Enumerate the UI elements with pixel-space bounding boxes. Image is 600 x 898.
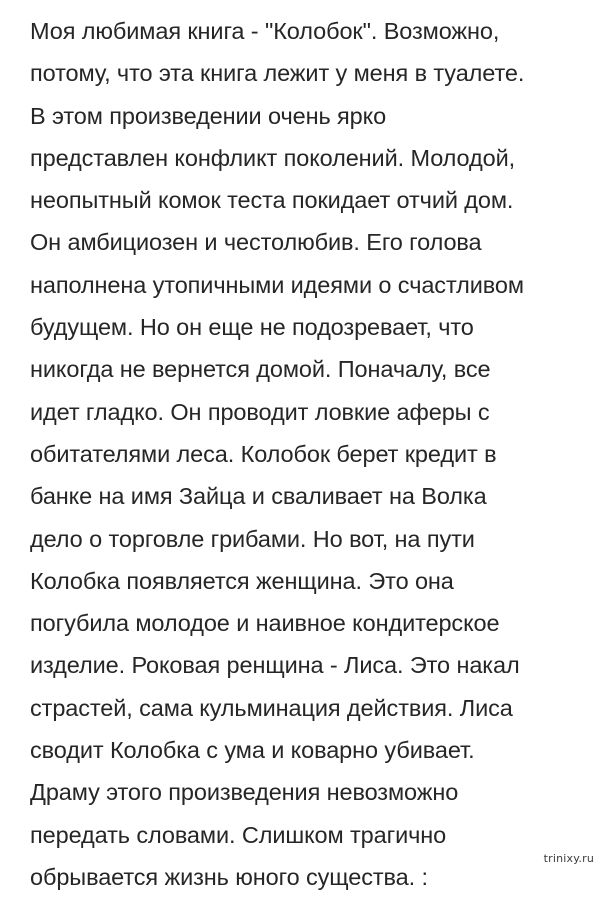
text-line: сводит Колобка с ума и коварно убивает. bbox=[30, 737, 475, 764]
text-line: никогда не вернется домой. Поначалу, все bbox=[30, 356, 491, 383]
text-line: Колобка появляется женщина. Это она bbox=[30, 567, 454, 594]
text-line: банке на имя Зайца и сваливает на Волка bbox=[30, 483, 487, 510]
text-line: Он амбициозен и честолюбив. Его голова bbox=[30, 229, 482, 256]
text-line: потому, что эта книга лежит у меня в туалете. bbox=[30, 60, 525, 87]
text-line: страстей, сама кульминация действия. Лиса bbox=[30, 694, 513, 721]
text-line: наполнена утопичными идеями о счастливом bbox=[30, 271, 524, 298]
text-line: идет гладко. Он проводит ловкие аферы с bbox=[30, 398, 490, 425]
text-line: Моя любимая книга - "Колобок". Возможно, bbox=[30, 18, 500, 44]
text-line: будущем. Но он еще не подозревает, что bbox=[30, 314, 474, 341]
post-text bbox=[30, 10, 590, 898]
site-watermark: trinixy.ru bbox=[543, 852, 594, 865]
text-line: погубила молодое и наивное кондитерское bbox=[30, 610, 500, 637]
text-line: изделие. Роковая ренщина - Лиса. Это накал bbox=[30, 652, 520, 679]
text-line: обитателями леса. Колобок берет кредит в bbox=[30, 440, 497, 467]
text-line: представлен конфликт поколений. Молодой, bbox=[30, 144, 516, 171]
text-line: Драму этого произведения невозможно bbox=[30, 779, 459, 806]
text-line: неопытный комок теста покидает отчий дом. bbox=[30, 187, 514, 214]
text-line: обрывается жизнь юного существа. : bbox=[30, 863, 428, 890]
text-line: В этом произведении очень ярко bbox=[30, 102, 387, 129]
text-line: передать словами. Слишком трагично bbox=[30, 821, 447, 848]
text-line: дело о торговле грибами. Но вот, на пути bbox=[30, 525, 475, 552]
